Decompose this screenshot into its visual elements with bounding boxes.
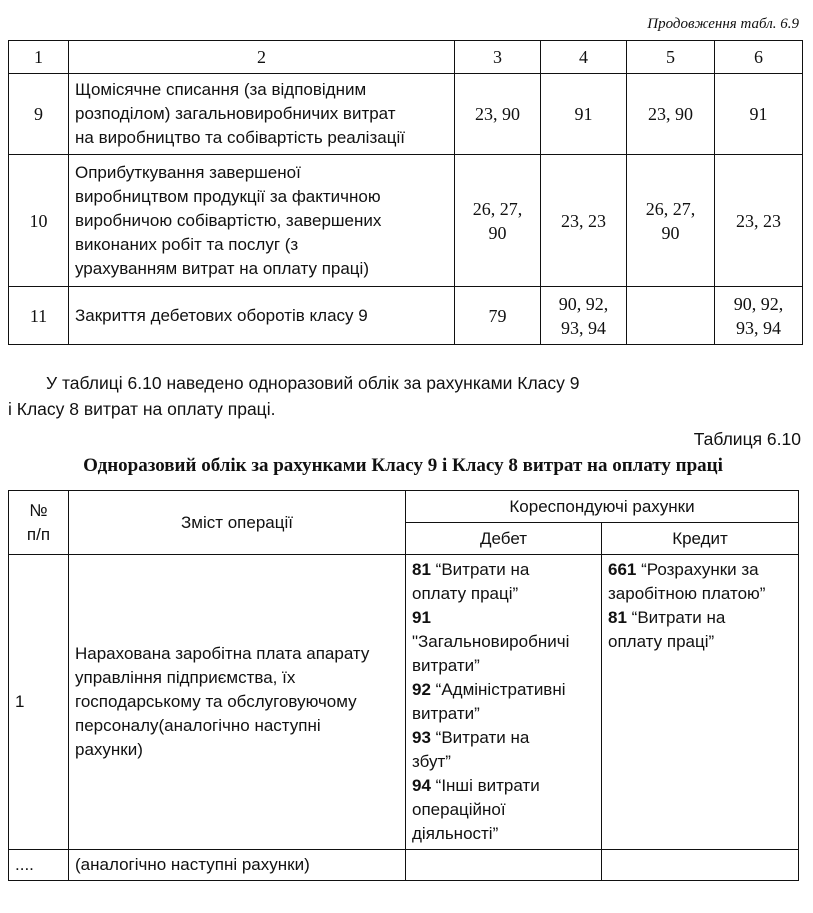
cell-line: 93, 94 (561, 317, 606, 338)
account-name: “Розрахунки за (641, 560, 759, 579)
account-code: 661 (608, 560, 637, 579)
operation-text: (аналогічно наступні рахунки) (69, 850, 406, 881)
paragraph-line: У таблиці 6.10 наведено одноразовий облік за рахунками Класу 9 (46, 373, 580, 393)
table-row (9, 155, 803, 287)
col-credit-header: Кредит (602, 523, 799, 555)
text-line: виконаних робіт та послуг (з (75, 234, 299, 254)
cell-col5 (627, 287, 715, 345)
account-code: 92 (412, 680, 431, 699)
account-code: 81 (608, 608, 627, 627)
col-content-header: Зміст операції (69, 491, 406, 555)
credit-accounts (602, 850, 799, 881)
table-title: Одноразовий облік за рахунками Класу 9 і Класу 8 витрат на оплату праці (83, 455, 723, 476)
account-name: “Адміністративні (435, 680, 566, 699)
cell-col3: 79 (455, 287, 541, 345)
col-corresponding-header: Кореспондуючі рахунки (406, 491, 799, 523)
account-name: “Інші витрати (435, 776, 540, 795)
text-line: розподілом) загальновиробничих витрат (75, 104, 396, 123)
account-code: 94 (412, 776, 431, 795)
cell-line: 90 (661, 222, 680, 243)
text-line: виробництвом продукції за фактичною (75, 186, 381, 206)
debit-accounts (406, 555, 602, 850)
text-line: Щомісячне списання (за відповідним (75, 80, 367, 99)
account-name: “Витрати на (435, 560, 530, 579)
cell-col6: 91 (715, 74, 803, 155)
account-name: “Витрати на (435, 728, 530, 747)
row-number: 1 (9, 555, 69, 850)
row-number: 11 (9, 287, 69, 345)
debit-account-94 (412, 774, 595, 798)
account-name-line: операційної (412, 800, 506, 819)
account-name-line: оплату праці” (412, 584, 519, 603)
operation-text (69, 74, 455, 155)
table-header-row (9, 491, 799, 523)
col-5-header: 5 (627, 41, 715, 74)
table-row (9, 555, 799, 850)
account-code: 81 (412, 560, 431, 579)
paragraph-line: і Класу 8 витрат на оплату праці. (8, 399, 276, 419)
debit-account-91 (412, 606, 595, 630)
cell-col4 (541, 287, 627, 345)
operation-text (69, 155, 455, 287)
account-name-line: збут” (412, 752, 451, 771)
col-2-header: 2 (69, 41, 455, 74)
col-6-header: 6 (715, 41, 803, 74)
cell-line: 93, 94 (736, 317, 781, 338)
cell-col4: 91 (541, 74, 627, 155)
credit-account-661 (608, 558, 792, 582)
cell-col6 (715, 287, 803, 345)
credit-account-81 (608, 606, 792, 630)
text-line: персоналу(аналогічно наступні (75, 716, 321, 735)
table-row (9, 287, 803, 345)
row-number: 10 (9, 155, 69, 287)
account-code: 91 (412, 608, 431, 627)
text-line: управління підприємства, їх (75, 668, 296, 687)
debit-accounts (406, 850, 602, 881)
col-3-header: 3 (455, 41, 541, 74)
table-6-10 (8, 490, 799, 881)
cell-col4: 23, 23 (541, 155, 627, 287)
account-name-line: витрати” (412, 656, 480, 675)
cell-line: 90 (488, 222, 507, 243)
text-line: урахуванням витрат на оплату праці) (75, 258, 369, 278)
cell-line: 90, 92, (558, 293, 609, 314)
text-line: виробничою собівартістю, завершених (75, 210, 382, 230)
body-paragraph (8, 370, 798, 422)
account-name-line: заробітною платою” (608, 584, 766, 603)
table-continuation-label: Продовження табл. 6.9 (647, 16, 799, 32)
text-line: рахунки) (75, 740, 143, 759)
cell-line: 90, 92, (733, 293, 784, 314)
operation-text (69, 555, 406, 850)
cell-line: 26, 27, (645, 198, 696, 219)
row-number: 9 (9, 74, 69, 155)
text-line: Оприбуткування завершеної (75, 162, 301, 182)
cell-col5: 23, 90 (627, 74, 715, 155)
credit-accounts (602, 555, 799, 850)
account-name-line: витрати” (412, 704, 480, 723)
cell-col3 (455, 155, 541, 287)
cell-col5 (627, 155, 715, 287)
table-row (9, 850, 799, 881)
operation-text: Закриття дебетових оборотів класу 9 (69, 287, 455, 345)
table-number-label: Таблиця 6.10 (693, 429, 801, 449)
table-row (9, 74, 803, 155)
header-line: № (29, 500, 48, 520)
account-name-line: "Загальновиробничі (412, 632, 570, 651)
account-code: 93 (412, 728, 431, 747)
col-4-header: 4 (541, 41, 627, 74)
cell-col6: 23, 23 (715, 155, 803, 287)
text-line: Нарахована заробітна плата апарату (75, 644, 370, 663)
col-1-header: 1 (9, 41, 69, 74)
cell-col3: 23, 90 (455, 74, 541, 155)
col-debit-header: Дебет (406, 523, 602, 555)
table-header-row (9, 41, 803, 74)
row-number: .... (9, 850, 69, 881)
table-6-9-continued (8, 40, 803, 345)
text-line: господарському та обслуговуючому (75, 692, 357, 711)
text-line: на виробництво та собівартість реалізації (75, 128, 405, 147)
debit-account-93 (412, 726, 595, 750)
account-name-line: діяльності” (412, 824, 499, 843)
col-number-header (9, 491, 69, 555)
cell-line: 26, 27, (472, 198, 523, 219)
debit-account-81 (412, 558, 595, 582)
debit-account-92 (412, 678, 595, 702)
account-name-line: оплату праці” (608, 632, 715, 651)
header-line: п/п (26, 524, 51, 544)
account-name: “Витрати на (631, 608, 726, 627)
